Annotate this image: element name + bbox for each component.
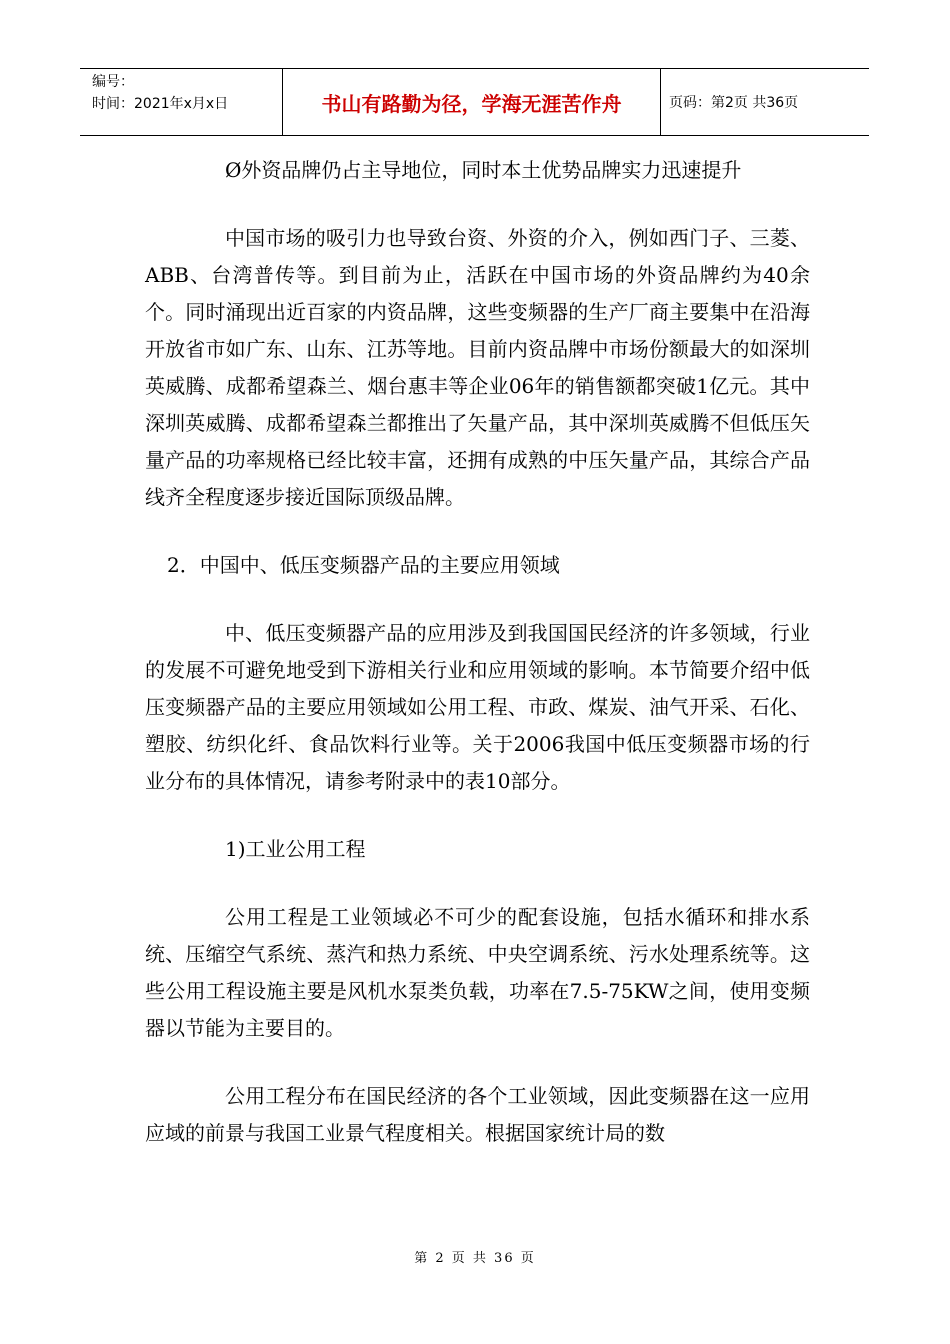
document-time-label: 时间：2021年x月x日 xyxy=(92,96,229,112)
section-heading-applications: 2．中国中、低压变频器产品的主要应用领域 xyxy=(167,553,560,577)
header-meta xyxy=(80,69,283,135)
paragraph-public-works: 公用工程是工业领域必不可少的配套设施，包括水循环和排水系统、压缩空气系统、蒸汽和热力系统、中央空调系统、污水处理系统等。这些公用工程设施主要是风机水泵类负载，功率在7.5-75KW之间，使用变频器以节能为主要目的。 xyxy=(145,905,810,1040)
paragraph-public-works-distribution: 公用工程分布在国民经济的各个工业领域，因此变频器在这一应用应域的前景与我国工业景气程度相关。根据国家统计局的数 xyxy=(145,1084,810,1145)
header-motto: 书山有路勤为径，学海无涯苦作舟 xyxy=(283,69,661,135)
paragraph-applications: 中、低压变频器产品的应用涉及到我国国民经济的许多领域，行业的发展不可避免地受到下游相关行业和应用领域的影响。本节简要介绍中低压变频器产品的主要应用领域如公用工程、市政、煤炭、油气开采、石化、塑胶、纺织化纤、食品饮料行业等。关于2006我国中低压变频器市场的行业分布的具体情况，请参考附录中的表10部分。 xyxy=(145,621,810,793)
page-footer: 第 2 页 共 36 页 xyxy=(414,1251,536,1266)
header-page-info: 页码：第2页 共36页 xyxy=(669,95,799,111)
page-header xyxy=(80,68,869,136)
subsection-heading-public-works: 1)工业公用工程 xyxy=(225,837,366,861)
section-bullet-heading: Ø外资品牌仍占主导地位，同时本土优势品牌实力迅速提升 xyxy=(225,158,742,182)
paragraph-foreign-brands: 中国市场的吸引力也导致台资、外资的介入，例如西门子、三菱、ABB、台湾普传等。到目前为止，活跃在中国市场的外资品牌约为40余个。同时涌现出近百家的内资品牌，这些变频器的生产厂商主要集中在沿海开放省市如广东、山东、江苏等地。目前内资品牌中市场份额最大的如深圳英威腾、成都希望森兰、烟台惠丰等企业06年的销售额都突破1亿元。其中深圳英威腾、成都希望森兰都推出了矢量产品，其中深圳英威腾不但低压矢量产品的功率规格已经比较丰富，还拥有成熟的中压矢量产品，其综合产品线齐全程度逐步接近国际顶级品牌。 xyxy=(145,226,810,509)
document-body xyxy=(145,152,810,1152)
document-number-label: 编号： xyxy=(92,74,134,90)
